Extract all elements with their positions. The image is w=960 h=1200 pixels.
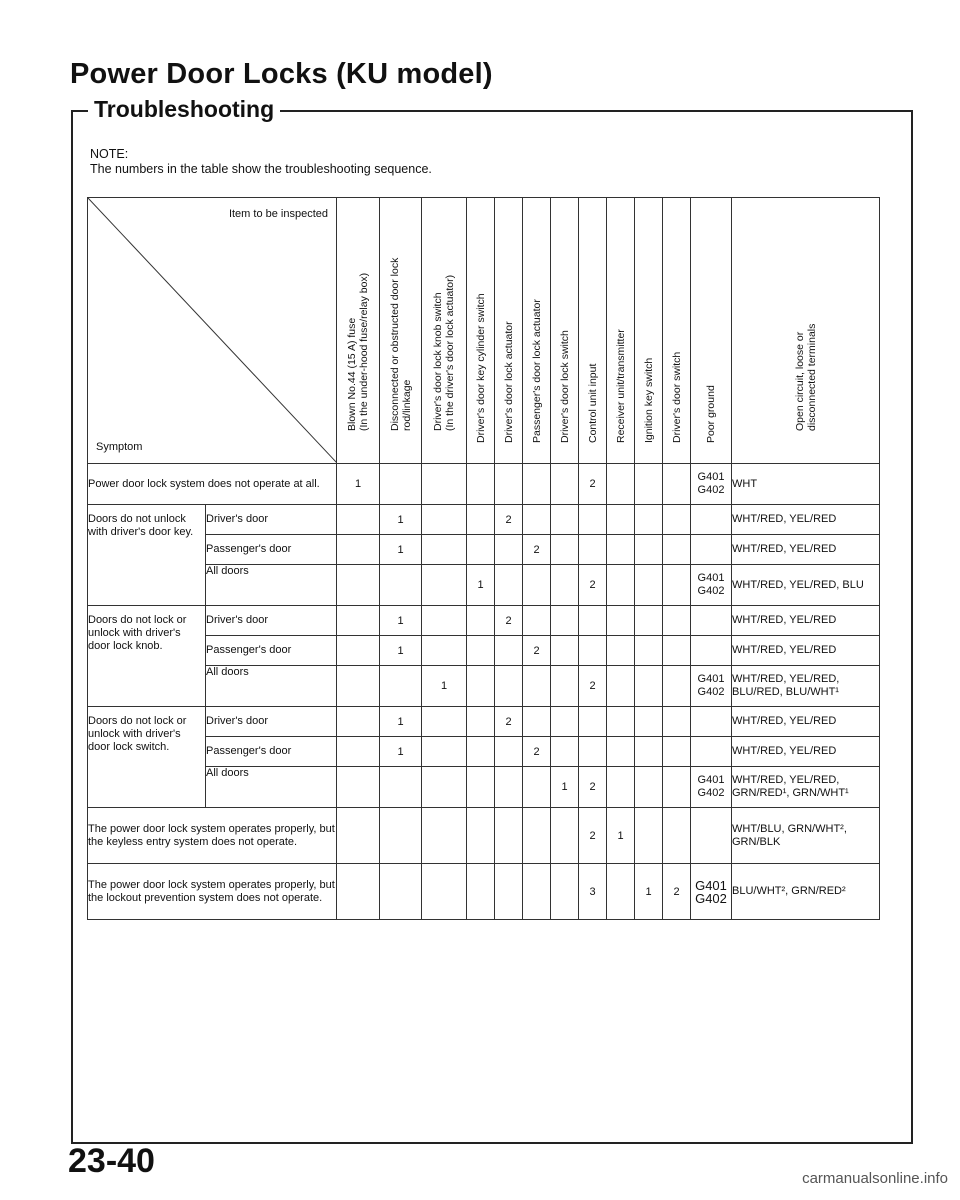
watermark: carmanualsonline.info xyxy=(802,1170,948,1187)
table-row xyxy=(88,464,880,505)
col-header xyxy=(523,198,551,464)
seq-cell: 2 xyxy=(495,505,523,535)
col-header xyxy=(607,198,635,464)
sub-symptom-cell: All doors xyxy=(206,767,337,808)
col-header xyxy=(635,198,663,464)
seq-cell: 1 xyxy=(422,666,467,707)
note-label: NOTE: xyxy=(90,147,129,161)
col-header-text: Blown No.44 (15 A) fuse (In the under-hood fuse/relay box) xyxy=(346,272,370,431)
symptom-cell: Doors do not unlock with driver's door key. xyxy=(88,505,206,606)
sub-symptom-cell: Driver's door xyxy=(206,505,337,535)
seq-cell: 1 xyxy=(337,464,380,505)
seq-cell: 2 xyxy=(495,606,523,636)
wire-cell: WHT/RED, YEL/RED xyxy=(732,707,880,737)
table-row xyxy=(88,707,880,737)
col-header-text: Disconnected or obstructed door lock rod/linkage xyxy=(388,257,413,431)
col-header-text: Passenger's door lock actuator xyxy=(530,299,543,443)
col-header xyxy=(467,198,495,464)
sub-symptom-cell: Passenger's door xyxy=(206,636,337,666)
section-title: Troubleshooting xyxy=(88,96,280,123)
symptom-cell: The power door lock system operates properly, but the keyless entry system does not operate. xyxy=(88,808,337,864)
seq-cell: 1 xyxy=(635,864,663,920)
seq-cell: 2 xyxy=(579,464,607,505)
seq-cell: 2 xyxy=(523,636,551,666)
table-row xyxy=(88,606,880,636)
seq-cell: 1 xyxy=(380,535,422,565)
seq-cell: 2 xyxy=(663,864,691,920)
col-header-text: Driver's door lock actuator xyxy=(502,321,515,443)
table-row xyxy=(88,535,880,565)
sub-symptom-cell: All doors xyxy=(206,666,337,707)
col-header xyxy=(495,198,523,464)
seq-cell: 2 xyxy=(523,737,551,767)
symptom-cell: Doors do not lock or unlock with driver's door lock switch. xyxy=(88,707,206,808)
seq-cell: 1 xyxy=(380,606,422,636)
symptom-cell: Doors do not lock or unlock with driver's door lock knob. xyxy=(88,606,206,707)
seq-cell: 3 xyxy=(579,864,607,920)
col-header xyxy=(337,198,380,464)
wire-cell: WHT/RED, YEL/RED xyxy=(732,737,880,767)
seq-cell: 2 xyxy=(579,565,607,606)
sub-symptom-cell: Driver's door xyxy=(206,707,337,737)
symptom-cell: Power door lock system does not operate at all. xyxy=(88,464,337,505)
table-row xyxy=(88,505,880,535)
col-header-text: Driver's door lock knob switch (In the driver's door lock actuator) xyxy=(432,274,456,431)
note-text: The numbers in the table show the troubleshooting sequence. xyxy=(90,162,432,176)
col-header xyxy=(663,198,691,464)
sub-symptom-cell: Passenger's door xyxy=(206,737,337,767)
wire-cell: WHT/RED, YEL/RED xyxy=(732,606,880,636)
col-header xyxy=(422,198,467,464)
wire-cell: WHT/RED, YEL/RED, GRN/RED¹, GRN/WHT¹ xyxy=(732,767,880,808)
wire-cell: WHT xyxy=(732,464,880,505)
col-header-text: Driver's door lock switch xyxy=(558,330,571,443)
col-header-text: Driver's door key cylinder switch xyxy=(474,293,487,443)
ground-cell: G401 G402 xyxy=(691,464,732,505)
note xyxy=(90,147,432,177)
wire-cell: WHT/RED, YEL/RED, BLU xyxy=(732,565,880,606)
wire-cell: WHT/RED, YEL/RED xyxy=(732,535,880,565)
seq-cell: 1 xyxy=(380,636,422,666)
ground-cell: G401 G402 xyxy=(691,565,732,606)
seq-cell: 2 xyxy=(495,707,523,737)
seq-cell: 1 xyxy=(551,767,579,808)
col-header-text: Control unit input xyxy=(586,363,599,443)
seq-cell: 1 xyxy=(607,808,635,864)
table-row xyxy=(88,636,880,666)
wire-cell: WHT/RED, YEL/RED xyxy=(732,505,880,535)
diagonal-header xyxy=(88,198,337,464)
table-row xyxy=(88,737,880,767)
page-number: 23-40 xyxy=(68,1142,155,1180)
wire-cell: WHT/RED, YEL/RED xyxy=(732,636,880,666)
page-title: Power Door Locks (KU model) xyxy=(70,58,493,90)
col-header-text: Poor ground xyxy=(705,385,717,443)
table-row xyxy=(88,565,880,606)
seq-cell: 2 xyxy=(579,666,607,707)
col-header-text: Driver's door switch xyxy=(670,351,683,443)
col-header xyxy=(691,198,732,464)
diagonal-line xyxy=(88,198,336,463)
seq-cell: 2 xyxy=(579,808,607,864)
col-header xyxy=(732,198,880,464)
table-row xyxy=(88,864,880,920)
col-header xyxy=(551,198,579,464)
table-row xyxy=(88,767,880,808)
sub-symptom-cell: All doors xyxy=(206,565,337,606)
col-header-text: Open circuit, loose or disconnected terminals xyxy=(793,323,818,431)
col-header-text: Receiver unit/transmitter xyxy=(614,329,627,443)
seq-cell: 1 xyxy=(380,737,422,767)
seq-cell: 1 xyxy=(380,707,422,737)
symptom-label: Symptom xyxy=(96,441,143,453)
seq-cell: 2 xyxy=(579,767,607,808)
sub-symptom-cell: Passenger's door xyxy=(206,535,337,565)
ground-cell: G401 G402 xyxy=(691,767,732,808)
ground-cell: G401 G402 xyxy=(691,666,732,707)
table-row xyxy=(88,808,880,864)
wire-cell: BLU/WHT², GRN/RED² xyxy=(732,864,880,920)
wire-cell: WHT/RED, YEL/RED, BLU/RED, BLU/WHT¹ xyxy=(732,666,880,707)
troubleshooting-table xyxy=(87,197,880,920)
wire-cell: WHT/BLU, GRN/WHT², GRN/BLK xyxy=(732,808,880,864)
col-header xyxy=(380,198,422,464)
table-row xyxy=(88,666,880,707)
item-label: Item to be inspected xyxy=(228,208,328,220)
sub-symptom-cell: Driver's door xyxy=(206,606,337,636)
header-row xyxy=(88,198,880,464)
seq-cell: 1 xyxy=(380,505,422,535)
seq-cell: 2 xyxy=(523,535,551,565)
symptom-cell: The power door lock system operates properly, but the lockout prevention system does not operate. xyxy=(88,864,337,920)
seq-cell: 1 xyxy=(467,565,495,606)
ground-cell: G401 G402 xyxy=(691,864,732,920)
col-header xyxy=(579,198,607,464)
col-header-text: Ignition key switch xyxy=(642,357,655,443)
